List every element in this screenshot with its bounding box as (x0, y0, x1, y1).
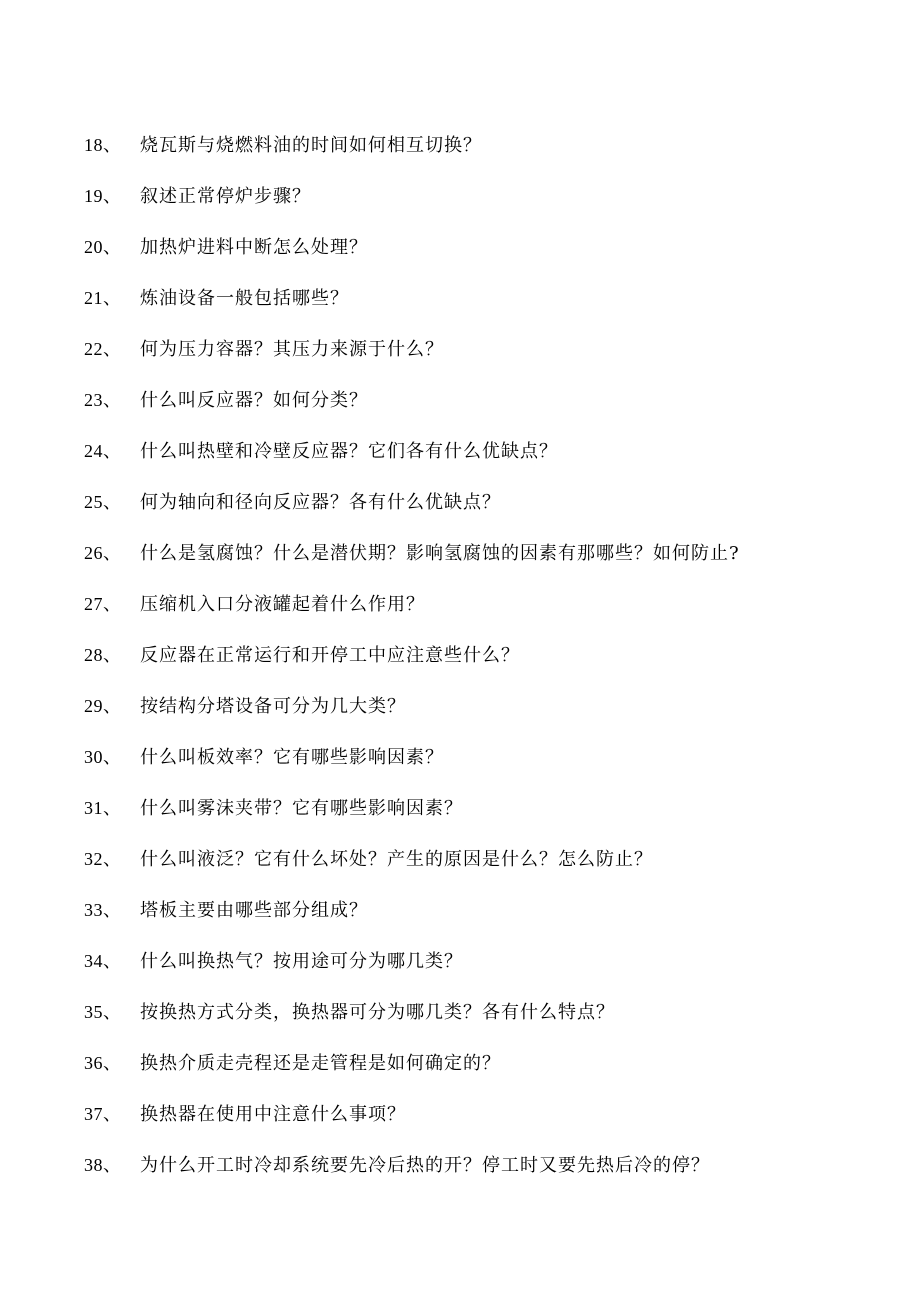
question-item (84, 220, 740, 271)
question-text: 什么叫板效率？它有哪些影响因素？ (140, 746, 444, 768)
question-item (84, 985, 740, 1036)
question-text: 炼油设备一般包括哪些？ (140, 287, 349, 309)
question-item (84, 679, 740, 730)
question-item (84, 730, 740, 781)
question-text: 什么叫换热气？按用途可分为哪几类？ (140, 950, 463, 972)
question-item (84, 1138, 740, 1189)
question-item (84, 169, 740, 220)
question-number: 35、 (84, 1001, 122, 1022)
question-item (84, 628, 740, 679)
question-number: 36、 (84, 1052, 122, 1073)
question-number: 21、 (84, 287, 122, 308)
question-number: 18、 (84, 134, 122, 155)
question-text: 换热介质走壳程还是走管程是如何确定的？ (140, 1052, 501, 1074)
question-text: 烧瓦斯与烧燃料油的时间如何相互切换？ (140, 134, 482, 156)
question-text: 换热器在使用中注意什么事项？ (140, 1103, 406, 1125)
question-number: 28、 (84, 644, 122, 665)
question-number: 33、 (84, 899, 122, 920)
question-text: 压缩机入口分液罐起着什么作用？ (140, 593, 425, 615)
question-number: 30、 (84, 746, 122, 767)
question-number: 34、 (84, 950, 122, 971)
question-item (84, 271, 740, 322)
question-item (84, 424, 740, 475)
question-text: 什么叫反应器？如何分类？ (140, 389, 368, 411)
question-text: 反应器在正常运行和开停工中应注意些什么？ (140, 644, 520, 666)
question-number: 19、 (84, 185, 122, 206)
question-number: 20、 (84, 236, 122, 257)
question-number: 29、 (84, 695, 122, 716)
question-number: 24、 (84, 440, 122, 461)
question-text: 塔板主要由哪些部分组成？ (140, 899, 368, 921)
question-number: 31、 (84, 797, 122, 818)
question-item (84, 1087, 740, 1138)
question-number: 23、 (84, 389, 122, 410)
question-number: 38、 (84, 1154, 122, 1175)
question-item (84, 781, 740, 832)
question-text: 什么叫雾沫夹带？它有哪些影响因素？ (140, 797, 463, 819)
question-number: 37、 (84, 1103, 122, 1124)
question-number: 22、 (84, 338, 122, 359)
question-number: 25、 (84, 491, 122, 512)
question-item (84, 373, 740, 424)
question-text: 什么叫液泛？它有什么坏处？产生的原因是什么？怎么防止？ (140, 848, 653, 870)
question-item (84, 577, 740, 628)
question-item (84, 1036, 740, 1087)
question-text: 叙述正常停炉步骤？ (140, 185, 311, 207)
question-text: 按结构分塔设备可分为几大类？ (140, 695, 406, 717)
question-text: 按换热方式分类，换热器可分为哪几类？各有什么特点？ (140, 1001, 615, 1023)
question-item (84, 322, 740, 373)
question-text: 为什么开工时冷却系统要先冷后热的开？停工时又要先热后冷的停？ (140, 1154, 710, 1176)
question-text: 什么叫热壁和冷壁反应器？它们各有什么优缺点？ (140, 440, 558, 462)
question-text: 加热炉进料中断怎么处理？ (140, 236, 368, 258)
question-number: 26、 (84, 542, 122, 563)
question-text: 何为轴向和径向反应器？各有什么优缺点？ (140, 491, 501, 513)
question-number: 32、 (84, 848, 122, 869)
question-item (84, 832, 740, 883)
question-item (84, 526, 740, 577)
question-number: 27、 (84, 593, 122, 614)
question-list (84, 118, 740, 1189)
question-item (84, 475, 740, 526)
question-text: 什么是氢腐蚀？什么是潜伏期？影响氢腐蚀的因素有那哪些？如何防止? (140, 542, 740, 564)
question-item (84, 118, 740, 169)
question-item (84, 883, 740, 934)
question-text: 何为压力容器？其压力来源于什么？ (140, 338, 444, 360)
question-item (84, 934, 740, 985)
